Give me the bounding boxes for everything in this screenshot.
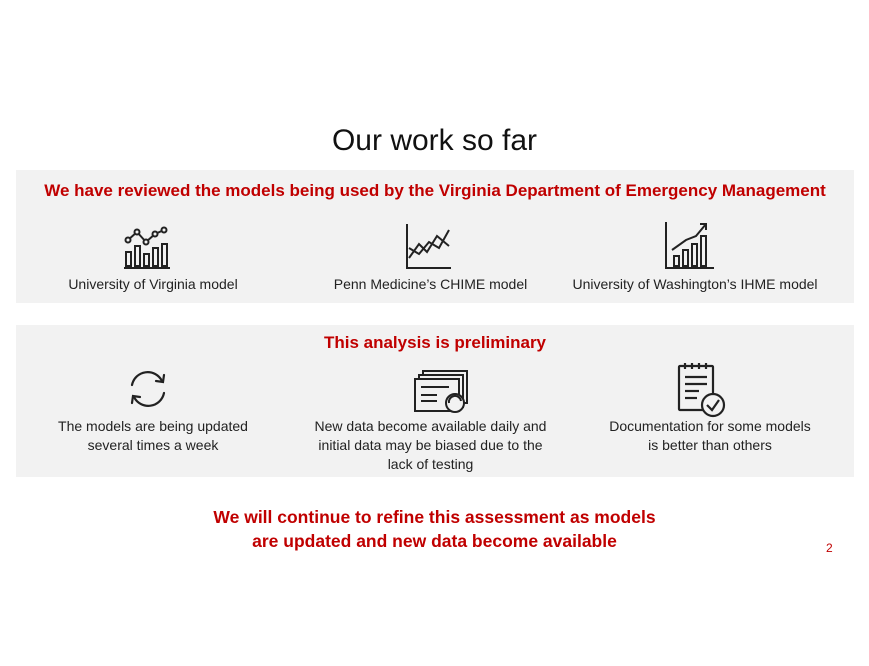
growth-bar-chart-icon	[664, 220, 716, 275]
models-panel-heading: We have reviewed the models being used by the Virginia Department of Emergency Management	[44, 181, 826, 200]
model-label-ihme: University of Washington’s IHME model	[572, 276, 818, 292]
model-label-uva: University of Virginia model	[68, 276, 238, 292]
conclusion-text: We will continue to refine this assessment as models are updated and new data become available	[213, 507, 656, 551]
caveats-panel	[16, 325, 854, 477]
model-label-chime: Penn Medicine’s CHIME model	[333, 276, 528, 292]
caveat-documentation-text: Documentation for some models is better than others	[609, 418, 811, 453]
caveat-data-text: New data become available daily and initial data may be biased due to the lack of testing	[314, 418, 547, 472]
line-chart-icon	[405, 222, 453, 275]
slide-title: Our work so far	[331, 124, 538, 157]
page-number: 2	[826, 541, 833, 555]
clipboard-check-icon	[675, 361, 729, 424]
caveat-updates-text: The models are being updated several times a week	[58, 418, 248, 453]
refresh-cycle-icon	[122, 367, 174, 416]
models-panel	[16, 170, 854, 303]
bar-chart-trend-icon	[123, 222, 173, 275]
caveats-panel-heading: This analysis is preliminary	[323, 333, 547, 352]
news-refresh-icon	[413, 369, 471, 420]
